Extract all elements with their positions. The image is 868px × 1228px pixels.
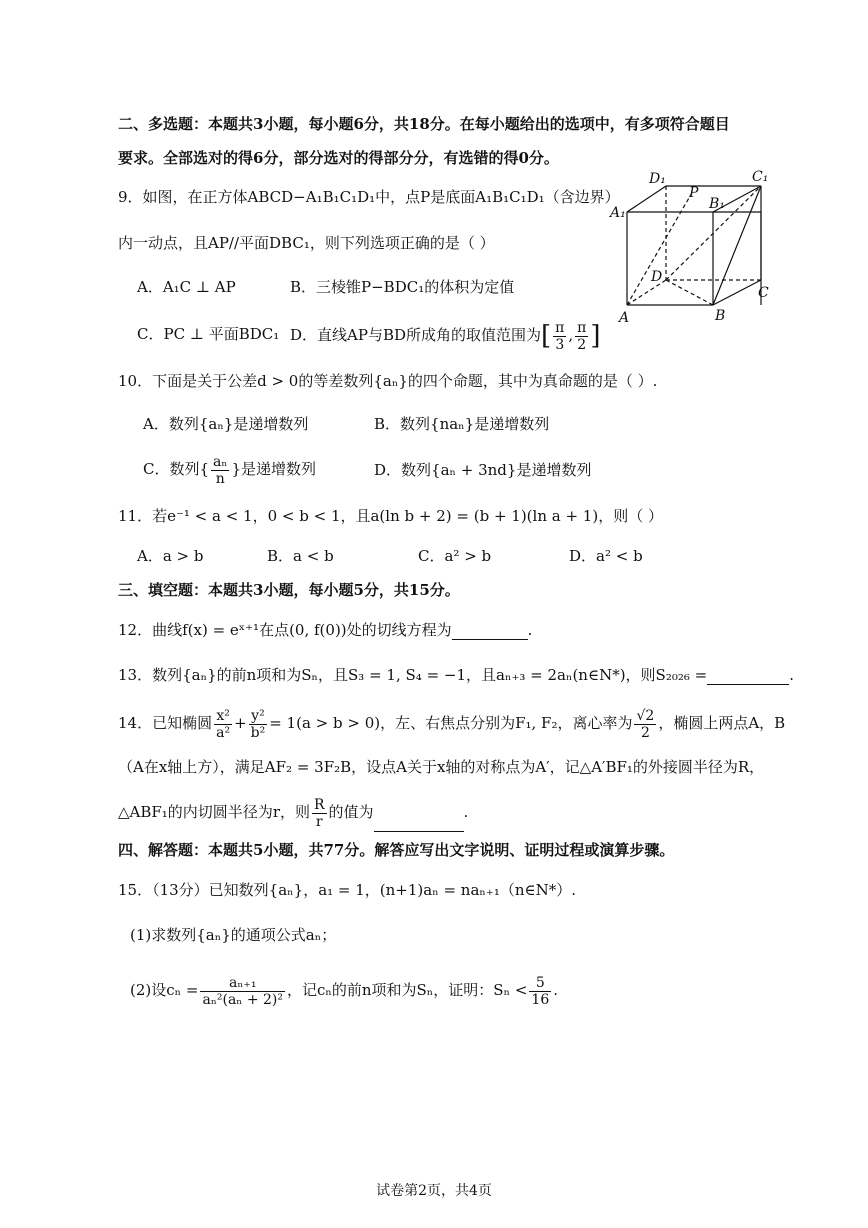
label-d1: D₁ [649,171,666,187]
q14-frac-x-num: x² [214,708,232,725]
q15-part2 [130,970,558,1010]
q10-frac-den: n [215,470,225,487]
q14-frac-r-num: R [313,796,325,813]
q9-range-frac1 [553,320,566,353]
q11-stem: 11．若e⁻¹ < a < 1，0 < b < 1，且a(ln b + 2) = (b + 1)(ln a + 1)，则（ ） [118,507,663,525]
q12-tail: . [527,621,533,639]
q13-answer-blank[interactable] [707,668,789,685]
q14-line3 [118,792,468,832]
q14-frac-e [634,708,656,741]
q13-text: 13．数列{aₙ}的前n项和为Sₙ，且S₃ = 1, S₄ = −1，且aₙ₊₃ = 2aₙ(n∈N*)，则S₂₀₂₆ = [118,666,708,684]
q14-l3-post: 的值为 [328,803,374,821]
q14-frac-x-den: a² [216,724,231,741]
q14-post: ，椭圆上两点A，B [658,714,786,732]
q13-stem [118,665,794,685]
q10-option-c-post: }是递增数列 [231,460,316,478]
q14-plus: + [234,714,247,732]
q14-pre: 14．已知椭圆 [118,714,213,732]
q13-tail: . [789,666,794,684]
q12-text: 12．曲线f(x) = eˣ⁺¹在点(0, f(0))处的切线方程为 [118,621,452,639]
section3-heading: 三、填空题：本题共3小题，每小题5分，共15分。 [118,581,460,599]
q10-frac-num: aₙ [213,453,228,470]
q10-option-a: A．数列{aₙ}是递增数列 [143,415,309,433]
q14-line2: （A在x轴上方），满足AF₂ = 3F₂B，设点A关于x轴的对称点为A′，记△A′BF₁的外接圆半径为R， [118,758,765,776]
q15-frac-c [200,975,285,1008]
q14-frac-r-den: r [315,813,323,830]
q15-part1: (1)求数列{aₙ}的通项公式aₙ； [130,926,337,944]
q15-frac-bound [529,975,551,1008]
q9-stem-line2: 内一动点，且AP//平面DBC₁，则下列选项正确的是（ ） [118,234,495,252]
q9-option-d [290,318,601,353]
q14-l3-pre: △ABF₁的内切圆半径为r，则 [118,803,310,821]
q9-range-frac2 [575,320,588,353]
q15-p2-pre: (2)设cₙ = [130,981,199,999]
q15-frac-bound-den: 16 [531,991,550,1008]
label-b: B [715,308,726,324]
q10-stem: 10．下面是关于公差d > 0的等差数列{aₙ}的四个命题，其中为真命题的是（ ）. [118,372,658,390]
q14-answer-blank[interactable] [374,815,464,832]
q14-frac-r [312,797,327,830]
q14-frac-x [214,708,232,741]
page-footer: 试卷第2页，共4页 [376,1183,492,1199]
label-a1: A₁ [610,205,626,221]
q14-frac-y [249,708,268,741]
q14-mid: = 1(a > b > 0)，左、右焦点分别为F₁, F₂，离心率为 [269,714,633,732]
q9-range-num2: π [577,319,587,336]
cube-figure [605,165,785,325]
q10-option-d: D．数列{aₙ + 3nd}是递增数列 [374,461,592,479]
q15-frac-c-den: aₙ²(aₙ + 2)² [202,991,283,1008]
q15-stem: 15．（13分）已知数列{aₙ}，a₁ = 1，(n+1)aₙ = naₙ₊₁（n∈N*）. [118,881,576,899]
q9-range-den2: 2 [577,336,587,353]
label-d: D [651,269,663,285]
q14-frac-y-den: b² [250,724,266,741]
q9-range-sep: , [568,326,574,344]
q11-option-b: B．a < b [267,547,334,565]
section4-heading: 四、解答题：本题共5小题，共77分。解答应写出文字说明、证明过程或演算步骤。 [118,841,675,859]
q11-option-c: C．a² > b [418,547,492,565]
q10-option-c [143,452,316,487]
label-p: P [689,185,699,201]
q15-p2-mid: ，记cₙ的前n项和为Sₙ，证明：Sₙ < [286,981,528,999]
q10-option-c-pre: C．数列{ [143,460,210,478]
q9-option-a: A．A₁C ⊥ AP [137,278,236,296]
q15-frac-c-num: aₙ₊₁ [200,975,285,992]
q9-range-open: [ [541,321,552,351]
q14-line1 [118,703,785,743]
label-c1: C₁ [752,169,769,185]
q9-option-c: C．PC ⊥ 平面BDC₁ [137,325,280,343]
q9-stem-line1: 9．如图，在正方体ABCD−A₁B₁C₁D₁中，点P是底面A₁B₁C₁D₁（含边界） [118,188,620,206]
q9-range-den1: 3 [555,336,565,353]
q9-range-num1: π [555,319,565,336]
q10-option-c-frac [211,454,229,487]
q14-frac-y-num: y² [249,708,268,725]
q14-frac-e-den: 2 [640,724,650,741]
q15-p2-tail: . [553,981,559,999]
label-c: C [758,285,769,301]
q9-option-d-text: D．直线AP与BD所成角的取值范围为 [290,326,542,344]
q14-frac-e-num: √2 [636,707,655,724]
q11-option-a: A．a > b [137,547,204,565]
label-b1: B₁ [709,196,725,212]
q15-frac-bound-num: 5 [529,975,551,992]
q14-l3-tail: . [463,803,469,821]
q9-option-b: B．三棱锥P−BDC₁的体积为定值 [290,278,515,296]
q12-stem [118,620,532,640]
label-a: A [619,310,630,325]
section2-heading-line2: 要求。全部选对的得6分，部分选对的得部分分，有选错的得0分。 [118,149,559,167]
section2-heading-line1: 二、多选题：本题共3小题，每小题6分，共18分。在每小题给出的选项中，有多项符合题目 [118,115,730,133]
q10-option-b: B．数列{naₙ}是递增数列 [374,415,550,433]
q9-range-close: ] [590,321,601,351]
q11-option-d: D．a² < b [569,547,643,565]
q12-answer-blank[interactable] [452,623,528,640]
